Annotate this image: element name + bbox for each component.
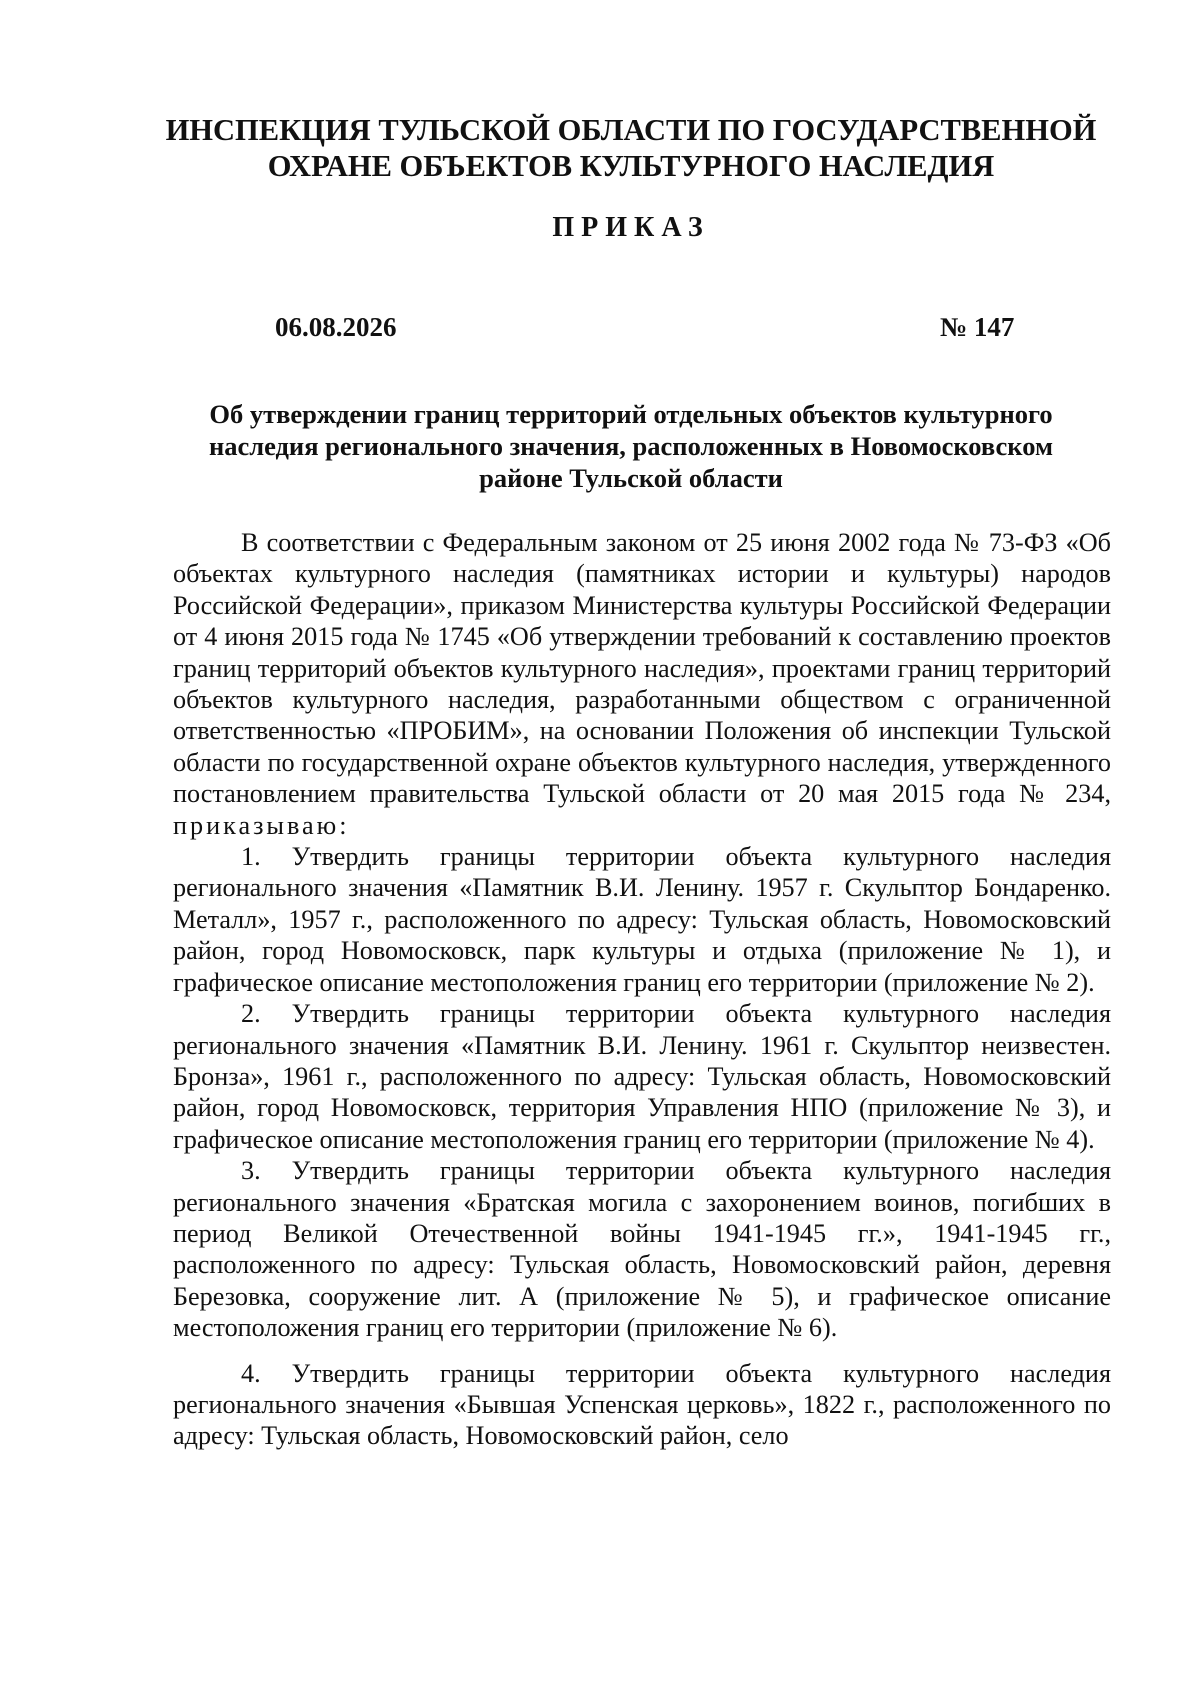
document-number: № 147 (940, 312, 1015, 342)
order-item-3: 3. Утвердить границы территории объекта культурного наследия регионального значения «Братская могила с захоронением воинов, погибших в период Великой Отечественной войны 1941-1945 гг.», 1941-1945 гг., расположенного по адресу: Тульская область, Новомосковский район, деревня Березовка, сооружение лит. А (приложение № 5), и графическое описание местоположения границ его территории (приложение № 6). (173, 1156, 1111, 1343)
subject-line-2: наследия регионального значения, расположенных в Новомосковском (208, 431, 1054, 461)
document-date: 06.08.2026 (275, 312, 397, 342)
document-subject (160, 398, 1102, 494)
subject-line-1: Об утверждении границ территорий отдельных объектов культурного (209, 399, 1053, 429)
subject-line-3: районе Тульской области (479, 463, 783, 493)
document-body (173, 527, 1111, 1452)
order-word: приказываю: (173, 810, 350, 840)
preamble-text: В соответствии с Федеральным законом от 25 июня 2002 года № 73-ФЗ «Об объектах культурного наследия (памятниках истории и культуры) народов Российской Федерации», приказом Министерства культуры Российской Федерации от 4 июня 2015 года № 1745 «Об утверждении требований к составлению проектов границ территорий объектов культурного наследия», проектами границ территорий объектов культурного наследия, разработанными обществом с ограниченной ответственностью «ПРОБИМ», на основании Положения об инспекции Тульской области по государственной охране объектов культурного наследия, утвержденного постановлением правительства Тульской области от 20 мая 2015 года № 234, (173, 528, 1111, 809)
order-item-2: 2. Утвердить границы территории объекта культурного наследия регионального значения «Памятник В.И. Ленину. 1961 г. Скульптор неизвестен. Бронза», 1961 г., расположенного по адресу: Тульская область, Новомосковский район, город Новомосковск, территория Управления НПО (приложение № 3), и графическое описание местоположения границ его территории (приложение № 4). (173, 999, 1111, 1154)
order-item-4: 4. Утвердить границы территории объекта культурного наследия регионального значения «Бывшая Успенская церковь», 1822 г., расположенного по адресу: Тульская область, Новомосковский район, село (173, 1358, 1111, 1451)
organization-name-line-1: ИНСПЕКЦИЯ ТУЛЬСКОЙ ОБЛАСТИ ПО ГОСУДАРСТВЕННОЙ (165, 113, 1097, 147)
order-item-1: 1. Утвердить границы территории объекта культурного наследия регионального значения «Памятник В.И. Ленину. 1957 г. Скульптор Бондаренко. Металл», 1957 г., расположенного по адресу: Тульская область, Новомосковский район, город Новомосковск, парк культуры и отдыха (приложение № 1), и графическое описание местоположения границ его территории (приложение № 2). (173, 842, 1111, 997)
document-type: ПРИКАЗ (552, 212, 710, 243)
organization-name-line-2: ОХРАНЕ ОБЪЕКТОВ КУЛЬТУРНОГО НАСЛЕДИЯ (267, 149, 995, 183)
preamble-paragraph (173, 527, 1111, 841)
organization-name (160, 112, 1102, 184)
